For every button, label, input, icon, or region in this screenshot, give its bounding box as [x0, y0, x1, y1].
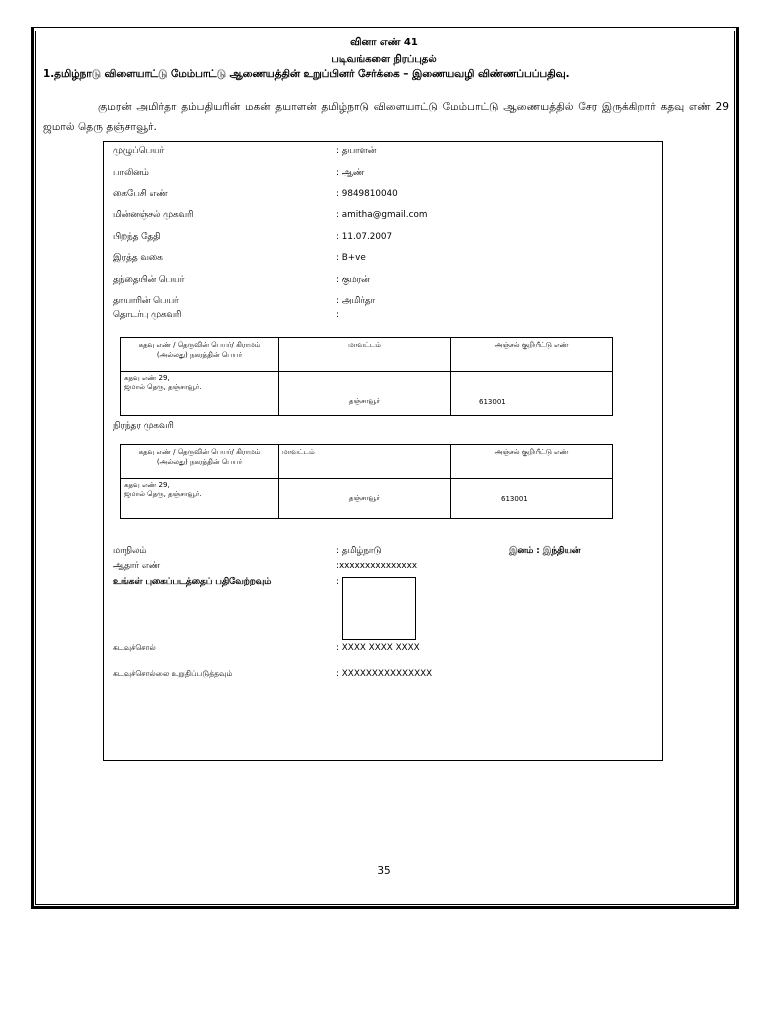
- blood-group-label: இரத்த வகை: [113, 253, 163, 263]
- table-header-door-street: கதவு எண் / தெருவின் பெயர்/ கிராமம் (அல்லது) நகரத்தின் பெயர்: [121, 338, 279, 372]
- confirm-password-label: கடவுச்சொல்லை உறுதிப்படுத்தவும்: [113, 669, 233, 678]
- dob-label: பிறந்த தேதி: [113, 232, 161, 242]
- contact-address-value: :: [336, 310, 339, 320]
- address-pincode-cell: 613001: [451, 479, 613, 519]
- address-door-street-cell: [121, 479, 279, 519]
- address-district-cell: தஞ்சாவூர்: [279, 372, 451, 416]
- address-door: கதவு எண் 29,: [124, 374, 170, 382]
- aadhaar-value: :xxxxxxxxxxxxxxx: [336, 561, 418, 571]
- question-number: வினா எண் 41: [350, 37, 418, 48]
- address-street: ஜமால் தெரு, தஞ்சாவூர்.: [124, 383, 202, 391]
- page-number: 35: [377, 865, 391, 877]
- contact-address-table: [120, 337, 613, 416]
- father-name-value: : குமரன்: [336, 275, 370, 285]
- password-value: : XXXX XXXX XXXX: [336, 643, 420, 653]
- email-value: : amitha@gmail.com: [336, 210, 428, 220]
- section-title: படிவங்களை நிரப்புதல்: [331, 54, 437, 65]
- email-label: மின்னஞ்சல் முகவரி: [113, 210, 194, 220]
- address-district-cell: தஞ்சாவூர்: [279, 479, 451, 519]
- question-intro: குமரன் அமிர்தா தம்பதியரின் மகன் தயாளன் தமிழ்நாடு விளையாட்டு மேம்பாட்டு ஆணையத்தில் சேர இருக்கிறார் கதவு எண் 29 ஜமால் தெரு தஞ்சாவூர்.: [43, 101, 729, 133]
- gender-label: பாலினம்: [113, 168, 149, 178]
- question-heading: 1.தமிழ்நாடு விளையாட்டு மேம்பாட்டு ஆணையத்தின் உறுப்பினர் சேர்க்கை – இணையவழி விண்ணப்பப்பதிவு.: [43, 68, 570, 80]
- confirm-password-value: : XXXXXXXXXXXXXXX: [336, 669, 433, 679]
- address-door: கதவு எண் 29,: [124, 481, 170, 489]
- photo-upload-box[interactable]: [342, 577, 416, 640]
- dob-value: : 11.07.2007: [336, 232, 393, 242]
- photo-upload-colon: :: [336, 577, 339, 587]
- mobile-value: : 9849810040: [336, 189, 398, 199]
- table-header-district: மாவட்டம்: [279, 445, 451, 479]
- mother-name-value: : அமிர்தா: [336, 296, 376, 306]
- father-name-label: தந்தையின் பெயர்: [113, 275, 185, 285]
- password-label: கடவுச்சொல்: [113, 643, 156, 652]
- full-name-value: : தயாளன்: [336, 146, 377, 156]
- contact-address-label: தொடர்பு முகவரி: [113, 310, 182, 320]
- table-header-pincode: அஞ்சல் குறியீட்டு எண்: [451, 445, 613, 479]
- permanent-address-table: [120, 444, 613, 519]
- gender-value: : ஆண்: [336, 168, 365, 178]
- state-label: மாநிலம்: [113, 546, 147, 556]
- permanent-address-label: நிரந்தர முகவரி: [113, 421, 174, 431]
- nationality-text: இனம் : இந்தியன்: [509, 546, 581, 556]
- mother-name-label: தாயாரின் பெயர்: [113, 296, 179, 306]
- address-pincode-cell: 613001: [451, 372, 613, 416]
- table-header-pincode: அஞ்சல் குறியீட்டு எண்: [451, 338, 613, 372]
- photo-upload-label: உங்கள் புகைப்படத்தைப் பதிவேற்றவும்: [113, 577, 272, 587]
- address-street: ஜமால் தெரு, தஞ்சாவூர்.: [124, 490, 202, 498]
- address-door-street-cell: [121, 372, 279, 416]
- state-value: : தமிழ்நாடு: [336, 546, 382, 556]
- full-name-label: முழுப்பெயர்: [113, 146, 165, 156]
- blood-group-value: : B+ve: [336, 253, 366, 263]
- table-header-door-street: கதவு எண் / தெருவின் பெயர்/ கிராமம் (அல்லது) நகரத்தின் பெயர்: [121, 445, 279, 479]
- aadhaar-label: ஆதார் எண்: [113, 561, 160, 571]
- mobile-label: கைபேசி எண்: [113, 189, 168, 199]
- table-header-district: மாவட்டம்: [279, 338, 451, 372]
